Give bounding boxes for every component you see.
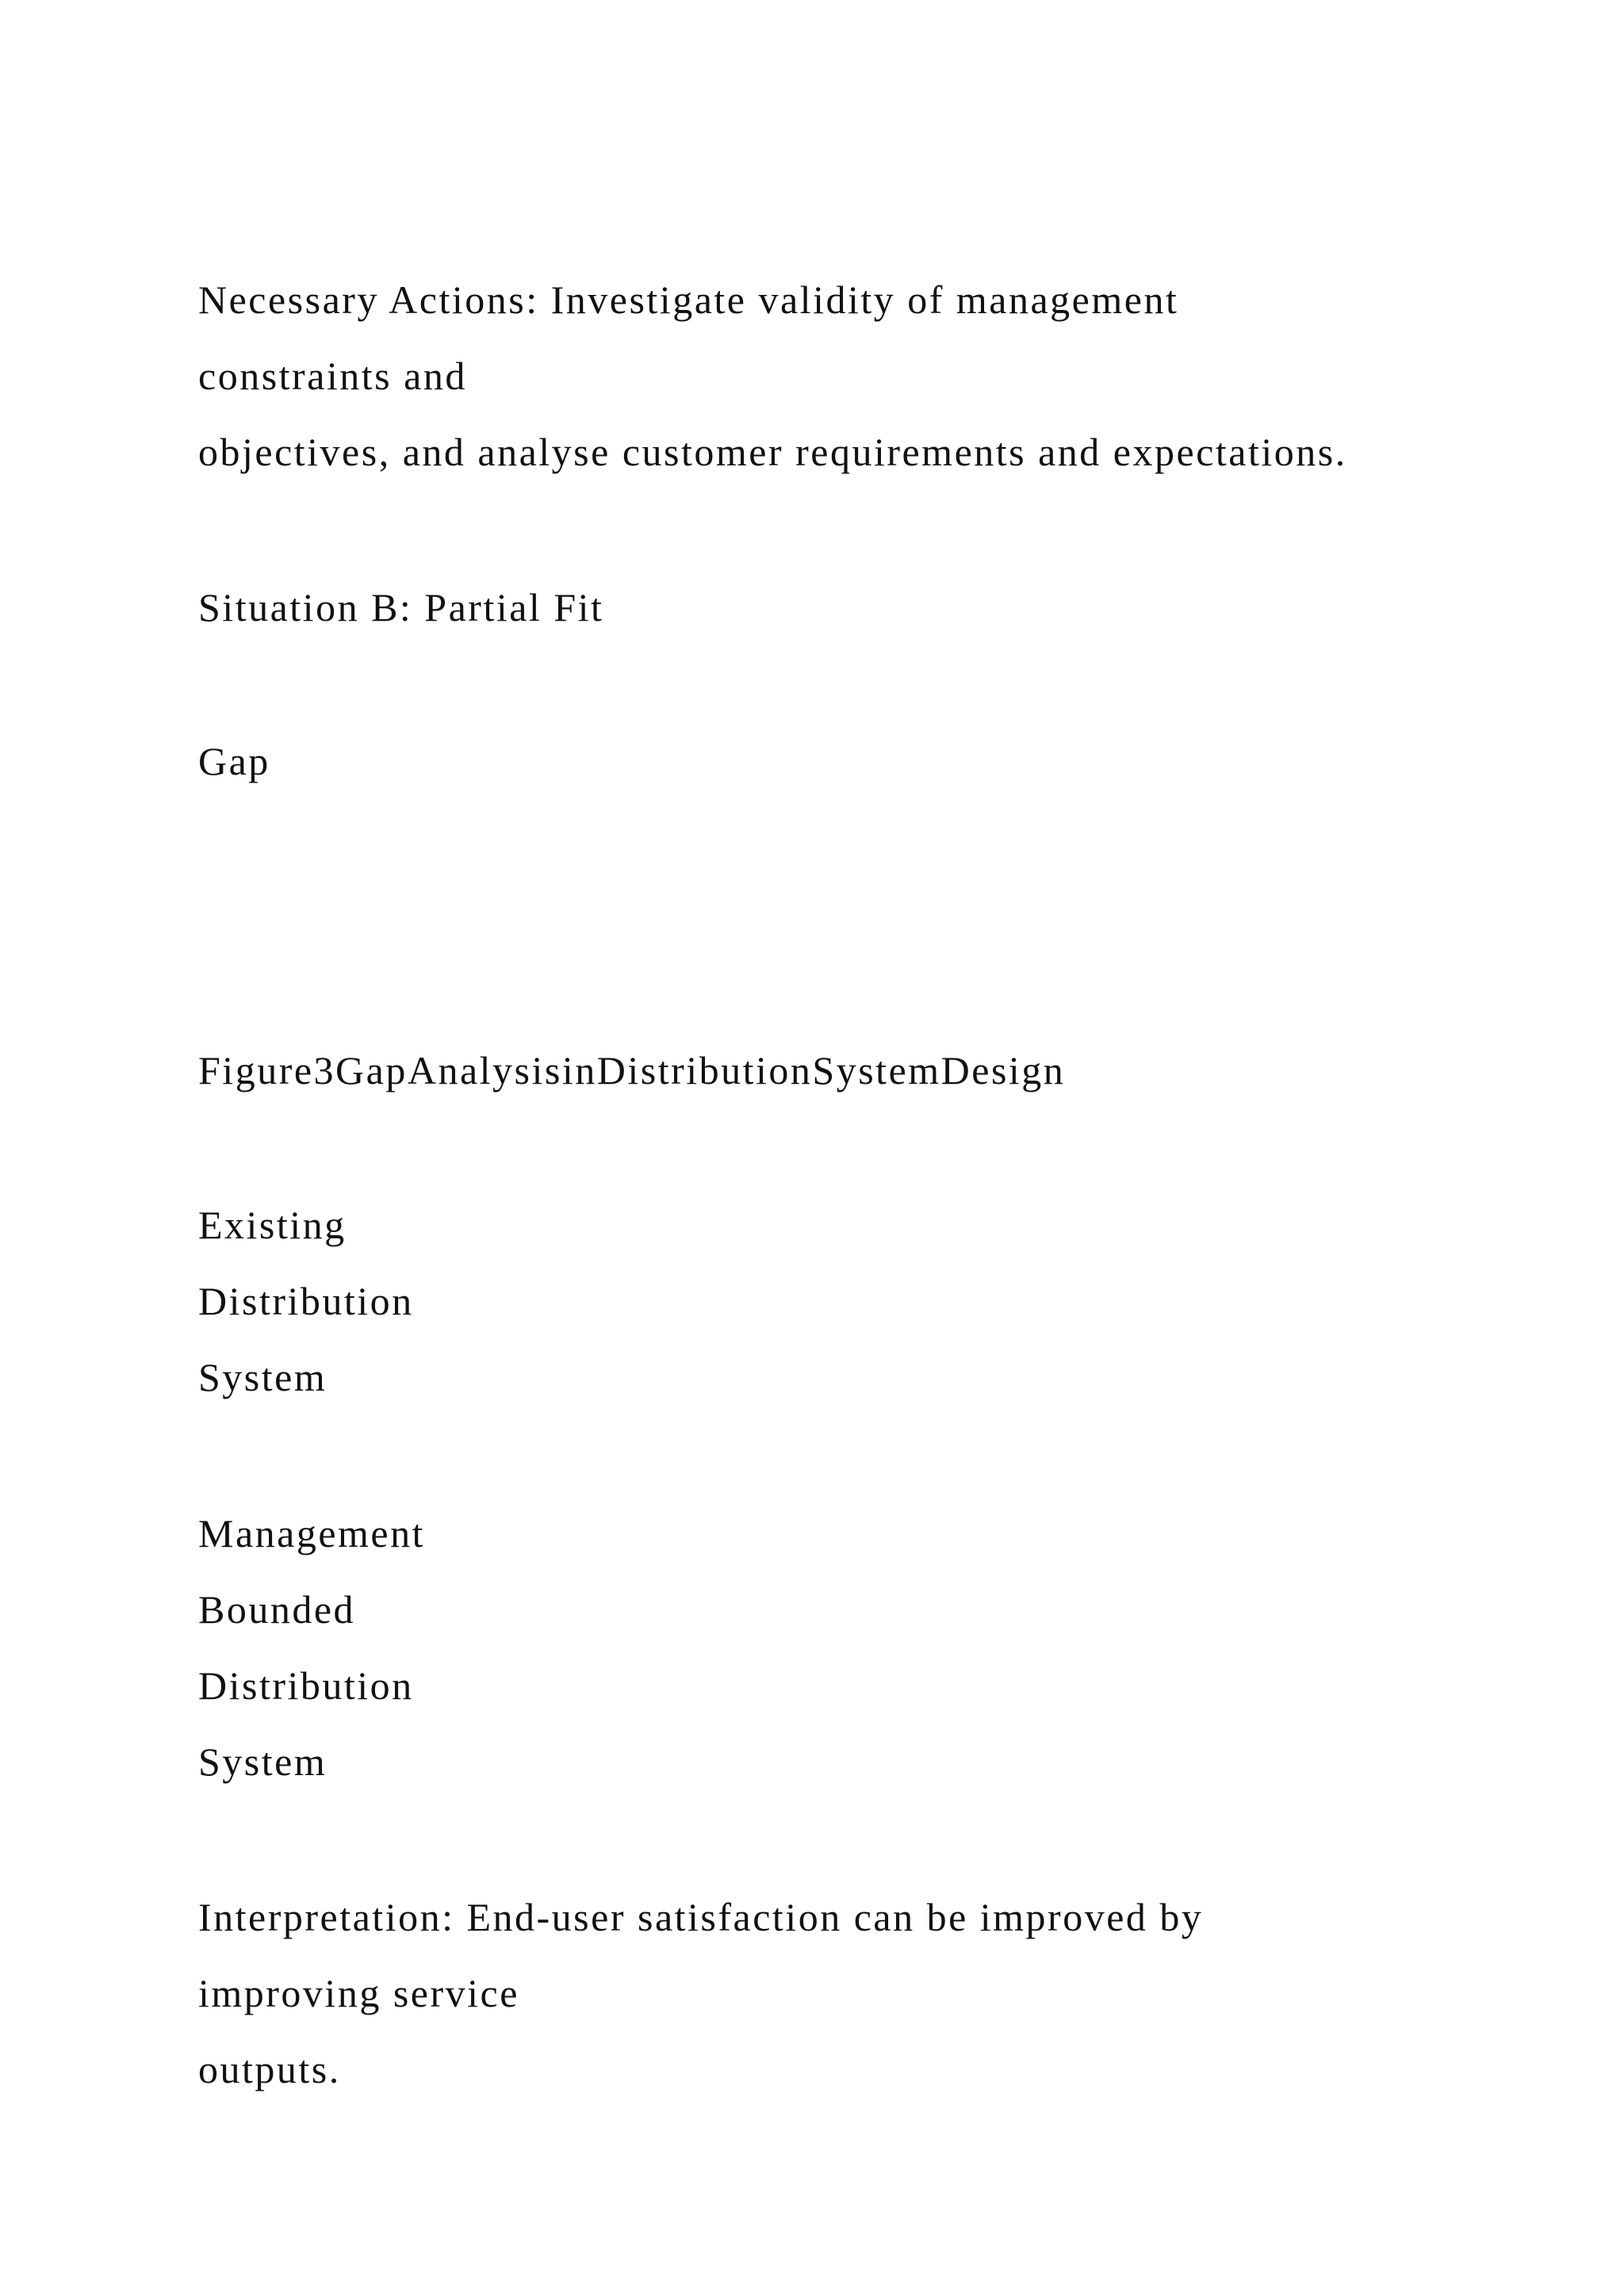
- interpretation-line-2: improving service: [198, 1971, 519, 2015]
- figure-caption: Figure3GapAnalysisinDistributionSystemDesign: [198, 1048, 1066, 1093]
- management-bounded-line-1: Management: [198, 1511, 426, 1556]
- existing-system-line-3: System: [198, 1355, 327, 1399]
- management-bounded-line-3: Distribution: [198, 1663, 414, 1708]
- interpretation-line-1: Interpretation: End-user satisfaction can be improved by: [198, 1895, 1204, 1939]
- management-bounded-line-2: Bounded: [198, 1587, 356, 1632]
- necessary-actions-line-1: Necessary Actions: Investigate validity of management: [198, 277, 1179, 322]
- necessary-actions-line-3: objectives, and analyse customer requirements and expectations.: [198, 430, 1347, 474]
- existing-system-line-2: Distribution: [198, 1279, 414, 1323]
- existing-system-line-1: Existing: [198, 1203, 347, 1247]
- management-bounded-line-4: System: [198, 1739, 327, 1784]
- gap-label: Gap: [198, 739, 270, 783]
- interpretation-line-3: outputs.: [198, 2047, 341, 2091]
- necessary-actions-line-2: constraints and: [198, 354, 467, 398]
- situation-b-heading: Situation B: Partial Fit: [198, 585, 604, 629]
